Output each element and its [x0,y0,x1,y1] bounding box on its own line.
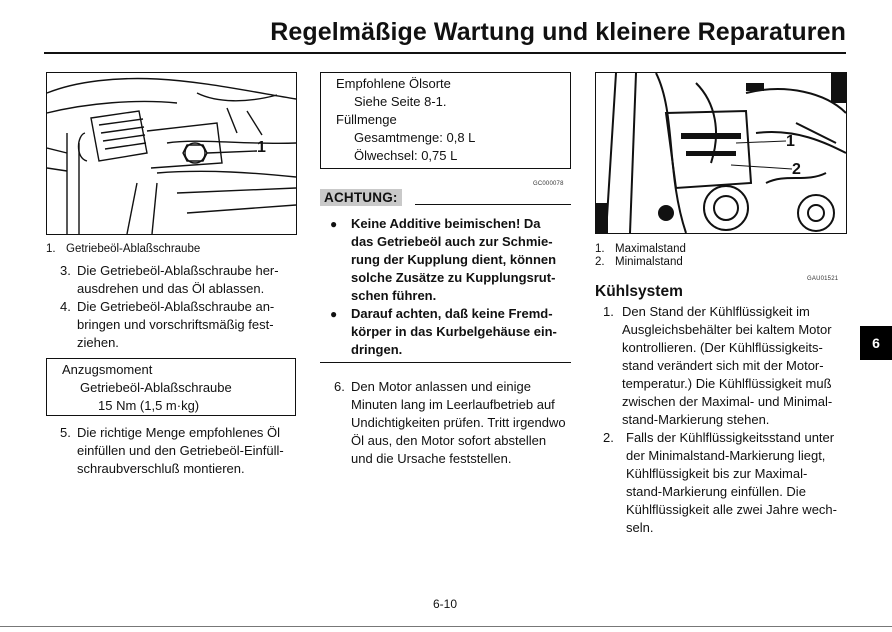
code-gau: GAU01521 [807,276,839,282]
caption-max: 1. Maximalstand [595,243,686,255]
achtung-bottom-rule [320,362,571,363]
caption-min: 2. Minimalstand [595,256,683,268]
section-title-cooling: Kühlsystem [595,283,683,300]
steps-3-4 [60,262,300,352]
warning-1: ● Keine Additive beimischen! Da das Getriebeöl auch zur Schmie- rung der Kupplung dient, können solche Zusätze zu Kupplungsrut- schen führen. [330,216,557,303]
step-4: 4. Die Getriebeöl-Ablaßschraube an- bringen und vorschriftsmäßig fest- ziehen. [60,299,275,350]
title-rule [44,52,846,54]
figure-drain-bolt [46,72,297,235]
caption-list [595,243,686,269]
torque-heading: Anzugsmoment [62,362,153,377]
warning-2: ● Darauf achten, daß keine Fremd- körper in das Kurbelgehäuse ein- dringen. [330,306,557,357]
figure-coolant-reservoir [595,72,847,234]
achtung-top-rule [415,204,571,205]
warning-list [330,215,572,359]
figure-label-min: 2 [792,161,801,178]
bullet-icon: ● [330,217,338,231]
figure-label-max: 1 [786,133,795,150]
fill-amount-heading: Füllmenge [336,112,397,127]
oil-type-heading: Empfohlene Ölsorte [336,76,451,91]
bullet-icon: ● [330,307,338,321]
figure-label-1: 1 [257,139,266,156]
bottom-rule [0,626,892,627]
caption-drain-bolt: 1. Getriebeöl-Ablaßschraube [46,243,201,255]
torque-box [46,358,296,416]
total-amount: Gesamtmenge: 0,8 L [354,130,476,145]
code-gc: GC000078 [533,181,564,187]
torque-part: Getriebeöl-Ablaßschraube [80,380,232,395]
chapter-tab: 6 [860,326,892,360]
torque-value: 15 Nm (1,5 m·kg) [98,398,200,413]
step-5: 5. Die richtige Menge empfohlenes Öl einfüllen und den Getriebeöl-Einfüll- schraubverschluß montieren. [60,425,284,476]
oil-spec-box [320,72,571,169]
achtung-heading: ACHTUNG: [320,189,402,207]
cooling-step-2: 2. Falls der Kühlflüssigkeitsstand unter der Minimalstand-Markierung liegt, Kühlflüssigkeit bis zur Maximal- stand-Markierung einfüllen. Die Kühlflüssigkeit alle zwei Jahre wech- seln. [603,430,837,535]
cooling-steps [603,303,853,537]
page-number: 6-10 [433,597,458,611]
oil-type-ref: Siehe Seite 8-1. [354,94,447,109]
change-amount: Ölwechsel: 0,75 L [354,148,458,163]
step-6: 6. Den Motor anlassen und einige Minuten lang im Leerlaufbetrieb auf Undichtigkeiten prüfen. Tritt irgendwo Öl aus, den Motor sofort abstellen und die Ursache feststellen. [334,379,566,466]
page-title: Regelmäßige Wartung und kleinere Reparaturen [270,18,846,46]
coolant-reservoir-illustration [596,73,846,233]
step-3: 3. Die Getriebeöl-Ablaßschraube her- ausdrehen und das Öl ablassen. [60,263,279,296]
cooling-step-1: 1. Den Stand der Kühlflüssigkeit im Ausgleichsbehälter bei kaltem Motor kontrollieren. (Der Kühlflüssigkeits- stand verändert sich mit der Motor- temperatur.) Die Kühlflüssigkeit muß zwischen der Maximal- und Minimal- stand-Markierung stehen. [603,304,833,427]
